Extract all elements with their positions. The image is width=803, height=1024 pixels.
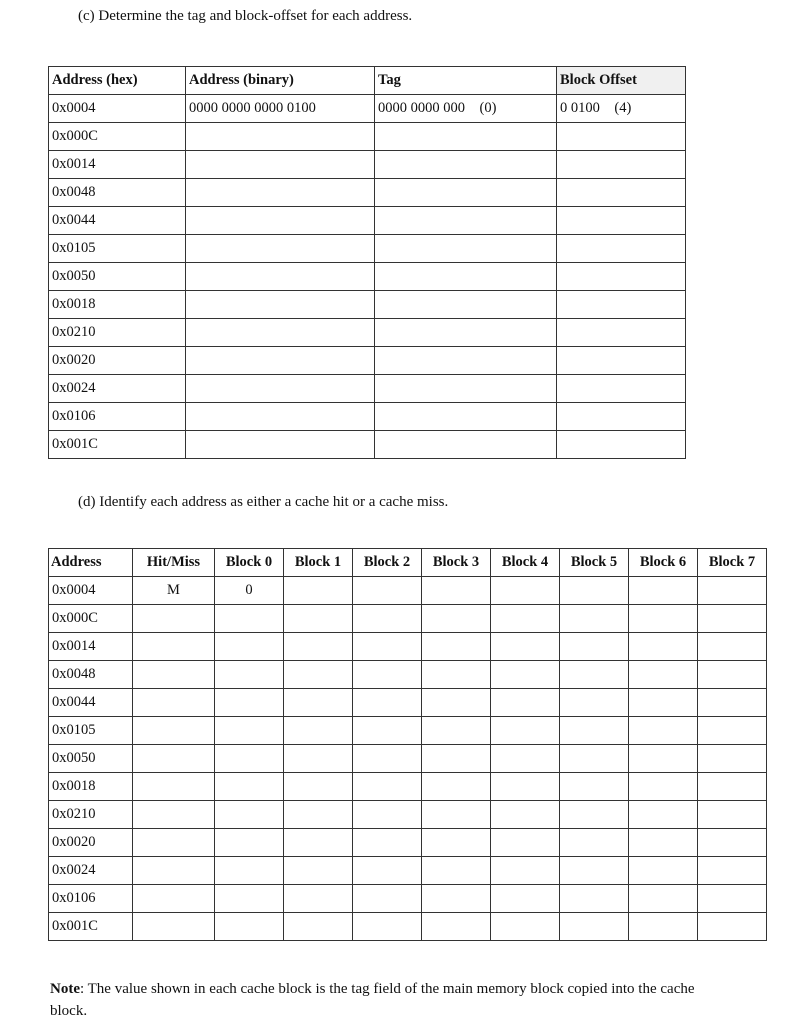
- address-cell: 0x0024: [49, 857, 133, 885]
- block-2-cell[interactable]: [353, 661, 422, 689]
- address-cell: 0x0044: [49, 689, 133, 717]
- block-2-cell[interactable]: [353, 885, 422, 913]
- header-block-0: Block 0: [215, 549, 284, 577]
- header-address: Address: [49, 549, 133, 577]
- block-5-cell[interactable]: [560, 829, 629, 857]
- block-3-cell[interactable]: [422, 605, 491, 633]
- tag-cell[interactable]: 0000 0000 000 (0): [375, 95, 557, 123]
- block-1-cell[interactable]: [284, 577, 353, 605]
- block-1-cell[interactable]: [284, 829, 353, 857]
- block-2-cell[interactable]: [353, 773, 422, 801]
- block-5-cell[interactable]: [560, 885, 629, 913]
- block-0-cell[interactable]: [215, 801, 284, 829]
- block-6-cell[interactable]: [629, 605, 698, 633]
- block-6-cell[interactable]: [629, 577, 698, 605]
- block-3-cell[interactable]: [422, 577, 491, 605]
- address-cell: 0x0020: [49, 829, 133, 857]
- block-4-cell[interactable]: [491, 605, 560, 633]
- note-paragraph: [50, 978, 730, 1022]
- hit-miss-cell[interactable]: [133, 605, 215, 633]
- hit-miss-cell[interactable]: [133, 801, 215, 829]
- block-6-cell[interactable]: [629, 885, 698, 913]
- block-6-cell[interactable]: [629, 717, 698, 745]
- tag-cell[interactable]: [375, 207, 557, 235]
- block-4-cell[interactable]: [491, 745, 560, 773]
- block-0-cell[interactable]: [215, 717, 284, 745]
- block-1-cell[interactable]: [284, 661, 353, 689]
- address-cell: 0x0048: [49, 661, 133, 689]
- block-7-cell[interactable]: [698, 661, 767, 689]
- tag-cell[interactable]: [375, 151, 557, 179]
- hit-miss-header-row: [49, 549, 767, 577]
- block-4-cell[interactable]: [491, 913, 560, 941]
- block-3-cell[interactable]: [422, 689, 491, 717]
- block-7-cell[interactable]: [698, 577, 767, 605]
- hit-miss-cell[interactable]: [133, 885, 215, 913]
- address-cell: 0x0018: [49, 773, 133, 801]
- part-d-heading: (d) Identify each address as either a cache hit or a cache miss.: [78, 494, 449, 510]
- header-block-5: Block 5: [560, 549, 629, 577]
- address-cell: 0x0210: [49, 801, 133, 829]
- note-text: : The value shown in each cache block is the tag field of the main memory block copied into the cache block.: [50, 981, 695, 1019]
- block-5-cell[interactable]: [560, 633, 629, 661]
- address-hex-cell: 0x0106: [49, 403, 186, 431]
- block-2-cell[interactable]: [353, 801, 422, 829]
- block-7-cell[interactable]: [698, 801, 767, 829]
- hit-miss-cell[interactable]: [133, 717, 215, 745]
- header-block-4: Block 4: [491, 549, 560, 577]
- header-address-binary: Address (binary): [186, 67, 375, 95]
- block-offset-cell[interactable]: [557, 403, 686, 431]
- block-3-cell[interactable]: [422, 857, 491, 885]
- hit-miss-cell[interactable]: [133, 857, 215, 885]
- block-1-cell[interactable]: [284, 773, 353, 801]
- table-row: [49, 95, 686, 123]
- table-row: [49, 745, 767, 773]
- table-row: [49, 773, 767, 801]
- address-hex-cell: 0x0020: [49, 347, 186, 375]
- block-0-cell[interactable]: [215, 773, 284, 801]
- block-offset-cell[interactable]: 0 0100 (4): [557, 95, 686, 123]
- block-3-cell[interactable]: [422, 885, 491, 913]
- tag-offset-table: [48, 66, 686, 459]
- block-0-cell[interactable]: [215, 689, 284, 717]
- table-row: [49, 605, 767, 633]
- address-hex-cell: 0x0044: [49, 207, 186, 235]
- hit-miss-cell[interactable]: [133, 689, 215, 717]
- block-0-cell[interactable]: [215, 885, 284, 913]
- address-hex-cell: 0x0014: [49, 151, 186, 179]
- block-6-cell[interactable]: [629, 661, 698, 689]
- tag-cell[interactable]: [375, 319, 557, 347]
- block-7-cell[interactable]: [698, 745, 767, 773]
- block-7-cell[interactable]: [698, 717, 767, 745]
- tag-cell[interactable]: [375, 263, 557, 291]
- address-hex-cell: 0x0048: [49, 179, 186, 207]
- part-c-heading: (c) Determine the tag and block-offset for each address.: [78, 8, 413, 24]
- block-2-cell[interactable]: [353, 745, 422, 773]
- address-binary-cell[interactable]: [186, 319, 375, 347]
- block-5-cell[interactable]: [560, 801, 629, 829]
- block-1-cell[interactable]: [284, 633, 353, 661]
- block-0-cell[interactable]: 0: [215, 577, 284, 605]
- block-0-cell[interactable]: [215, 605, 284, 633]
- block-offset-cell[interactable]: [557, 235, 686, 263]
- block-7-cell[interactable]: [698, 773, 767, 801]
- block-3-cell[interactable]: [422, 913, 491, 941]
- block-5-cell[interactable]: [560, 577, 629, 605]
- block-7-cell[interactable]: [698, 857, 767, 885]
- block-5-cell[interactable]: [560, 745, 629, 773]
- table-row: [49, 179, 686, 207]
- address-cell: 0x0050: [49, 745, 133, 773]
- block-7-cell[interactable]: [698, 829, 767, 857]
- address-hex-cell: 0x0024: [49, 375, 186, 403]
- tag-cell[interactable]: [375, 123, 557, 151]
- block-6-cell[interactable]: [629, 913, 698, 941]
- block-3-cell[interactable]: [422, 801, 491, 829]
- header-block-offset: Block Offset: [557, 67, 686, 95]
- table-row: [49, 347, 686, 375]
- block-offset-cell[interactable]: [557, 263, 686, 291]
- block-7-cell[interactable]: [698, 913, 767, 941]
- block-3-cell[interactable]: [422, 829, 491, 857]
- address-binary-cell[interactable]: [186, 291, 375, 319]
- tag-offset-header-row: [49, 67, 686, 95]
- hit-miss-cell[interactable]: [133, 829, 215, 857]
- address-binary-cell[interactable]: [186, 375, 375, 403]
- table-row: [49, 857, 767, 885]
- header-block-6: Block 6: [629, 549, 698, 577]
- address-hex-cell: 0x000C: [49, 123, 186, 151]
- address-hex-cell: 0x0210: [49, 319, 186, 347]
- address-binary-cell[interactable]: [186, 263, 375, 291]
- table-row: [49, 375, 686, 403]
- block-2-cell[interactable]: [353, 605, 422, 633]
- block-0-cell[interactable]: [215, 857, 284, 885]
- address-cell: 0x0105: [49, 717, 133, 745]
- address-cell: 0x0014: [49, 633, 133, 661]
- block-5-cell[interactable]: [560, 661, 629, 689]
- table-row: [49, 319, 686, 347]
- block-6-cell[interactable]: [629, 773, 698, 801]
- block-2-cell[interactable]: [353, 913, 422, 941]
- block-4-cell[interactable]: [491, 717, 560, 745]
- block-offset-cell[interactable]: [557, 375, 686, 403]
- block-2-cell[interactable]: [353, 717, 422, 745]
- address-binary-cell[interactable]: [186, 151, 375, 179]
- block-6-cell[interactable]: [629, 689, 698, 717]
- block-3-cell[interactable]: [422, 773, 491, 801]
- address-binary-cell[interactable]: [186, 403, 375, 431]
- table-row: [49, 689, 767, 717]
- header-block-2: Block 2: [353, 549, 422, 577]
- block-6-cell[interactable]: [629, 745, 698, 773]
- block-3-cell[interactable]: [422, 717, 491, 745]
- block-1-cell[interactable]: [284, 605, 353, 633]
- block-1-cell[interactable]: [284, 717, 353, 745]
- block-3-cell[interactable]: [422, 745, 491, 773]
- block-0-cell[interactable]: [215, 745, 284, 773]
- address-cell: 0x0004: [49, 577, 133, 605]
- address-hex-cell: 0x0105: [49, 235, 186, 263]
- block-offset-cell[interactable]: [557, 291, 686, 319]
- table-row: [49, 633, 767, 661]
- address-binary-cell[interactable]: [186, 431, 375, 459]
- address-binary-cell[interactable]: [186, 235, 375, 263]
- block-offset-cell[interactable]: [557, 431, 686, 459]
- block-4-cell[interactable]: [491, 801, 560, 829]
- table-row: [49, 123, 686, 151]
- table-row: [49, 291, 686, 319]
- hit-miss-cell[interactable]: [133, 661, 215, 689]
- block-4-cell[interactable]: [491, 857, 560, 885]
- block-3-cell[interactable]: [422, 661, 491, 689]
- block-1-cell[interactable]: [284, 689, 353, 717]
- table-row: [49, 263, 686, 291]
- block-0-cell[interactable]: [215, 633, 284, 661]
- table-row: [49, 431, 686, 459]
- tag-cell[interactable]: [375, 179, 557, 207]
- block-offset-cell[interactable]: [557, 207, 686, 235]
- block-offset-cell[interactable]: [557, 347, 686, 375]
- block-5-cell[interactable]: [560, 717, 629, 745]
- block-7-cell[interactable]: [698, 885, 767, 913]
- address-cell: 0x001C: [49, 913, 133, 941]
- block-1-cell[interactable]: [284, 857, 353, 885]
- address-hex-cell: 0x0050: [49, 263, 186, 291]
- block-4-cell[interactable]: [491, 773, 560, 801]
- block-0-cell[interactable]: [215, 829, 284, 857]
- block-7-cell[interactable]: [698, 689, 767, 717]
- note-label: Note: [50, 981, 80, 997]
- tag-cell[interactable]: [375, 347, 557, 375]
- table-row: [49, 913, 767, 941]
- address-binary-cell[interactable]: [186, 123, 375, 151]
- address-binary-cell[interactable]: [186, 179, 375, 207]
- block-1-cell[interactable]: [284, 885, 353, 913]
- table-row: [49, 829, 767, 857]
- header-address-hex: Address (hex): [49, 67, 186, 95]
- address-binary-cell[interactable]: [186, 207, 375, 235]
- table-row: [49, 885, 767, 913]
- tag-cell[interactable]: [375, 291, 557, 319]
- block-2-cell[interactable]: [353, 633, 422, 661]
- block-6-cell[interactable]: [629, 857, 698, 885]
- table-row: [49, 661, 767, 689]
- block-offset-cell[interactable]: [557, 151, 686, 179]
- hit-miss-cell[interactable]: [133, 913, 215, 941]
- block-2-cell[interactable]: [353, 829, 422, 857]
- header-block-1: Block 1: [284, 549, 353, 577]
- block-4-cell[interactable]: [491, 689, 560, 717]
- block-offset-cell[interactable]: [557, 123, 686, 151]
- hit-miss-table: [48, 548, 767, 941]
- address-cell: 0x0106: [49, 885, 133, 913]
- header-tag: Tag: [375, 67, 557, 95]
- block-4-cell[interactable]: [491, 661, 560, 689]
- block-2-cell[interactable]: [353, 577, 422, 605]
- table-row: [49, 403, 686, 431]
- table-row: [49, 801, 767, 829]
- block-5-cell[interactable]: [560, 605, 629, 633]
- address-binary-cell[interactable]: [186, 347, 375, 375]
- block-5-cell[interactable]: [560, 773, 629, 801]
- block-1-cell[interactable]: [284, 913, 353, 941]
- block-5-cell[interactable]: [560, 913, 629, 941]
- table-row: [49, 207, 686, 235]
- address-binary-cell[interactable]: 0000 0000 0000 0100: [186, 95, 375, 123]
- block-1-cell[interactable]: [284, 745, 353, 773]
- hit-miss-cell[interactable]: M: [133, 577, 215, 605]
- table-row: [49, 151, 686, 179]
- hit-miss-cell[interactable]: [133, 745, 215, 773]
- address-hex-cell: 0x001C: [49, 431, 186, 459]
- block-2-cell[interactable]: [353, 689, 422, 717]
- block-5-cell[interactable]: [560, 689, 629, 717]
- tag-cell[interactable]: [375, 403, 557, 431]
- block-0-cell[interactable]: [215, 661, 284, 689]
- hit-miss-cell[interactable]: [133, 633, 215, 661]
- table-row: [49, 577, 767, 605]
- address-hex-cell: 0x0004: [49, 95, 186, 123]
- block-6-cell[interactable]: [629, 633, 698, 661]
- block-4-cell[interactable]: [491, 633, 560, 661]
- table-row: [49, 717, 767, 745]
- hit-miss-cell[interactable]: [133, 773, 215, 801]
- block-3-cell[interactable]: [422, 633, 491, 661]
- header-hit-miss: Hit/Miss: [133, 549, 215, 577]
- tag-cell[interactable]: [375, 235, 557, 263]
- block-6-cell[interactable]: [629, 829, 698, 857]
- tag-cell[interactable]: [375, 431, 557, 459]
- block-offset-cell[interactable]: [557, 319, 686, 347]
- block-1-cell[interactable]: [284, 801, 353, 829]
- block-5-cell[interactable]: [560, 857, 629, 885]
- table-row: [49, 235, 686, 263]
- tag-cell[interactable]: [375, 375, 557, 403]
- header-block-3: Block 3: [422, 549, 491, 577]
- block-4-cell[interactable]: [491, 577, 560, 605]
- block-2-cell[interactable]: [353, 857, 422, 885]
- address-cell: 0x000C: [49, 605, 133, 633]
- block-offset-cell[interactable]: [557, 179, 686, 207]
- address-hex-cell: 0x0018: [49, 291, 186, 319]
- header-block-7: Block 7: [698, 549, 767, 577]
- block-0-cell[interactable]: [215, 913, 284, 941]
- block-4-cell[interactable]: [491, 885, 560, 913]
- block-7-cell[interactable]: [698, 633, 767, 661]
- block-4-cell[interactable]: [491, 829, 560, 857]
- block-6-cell[interactable]: [629, 801, 698, 829]
- block-7-cell[interactable]: [698, 605, 767, 633]
